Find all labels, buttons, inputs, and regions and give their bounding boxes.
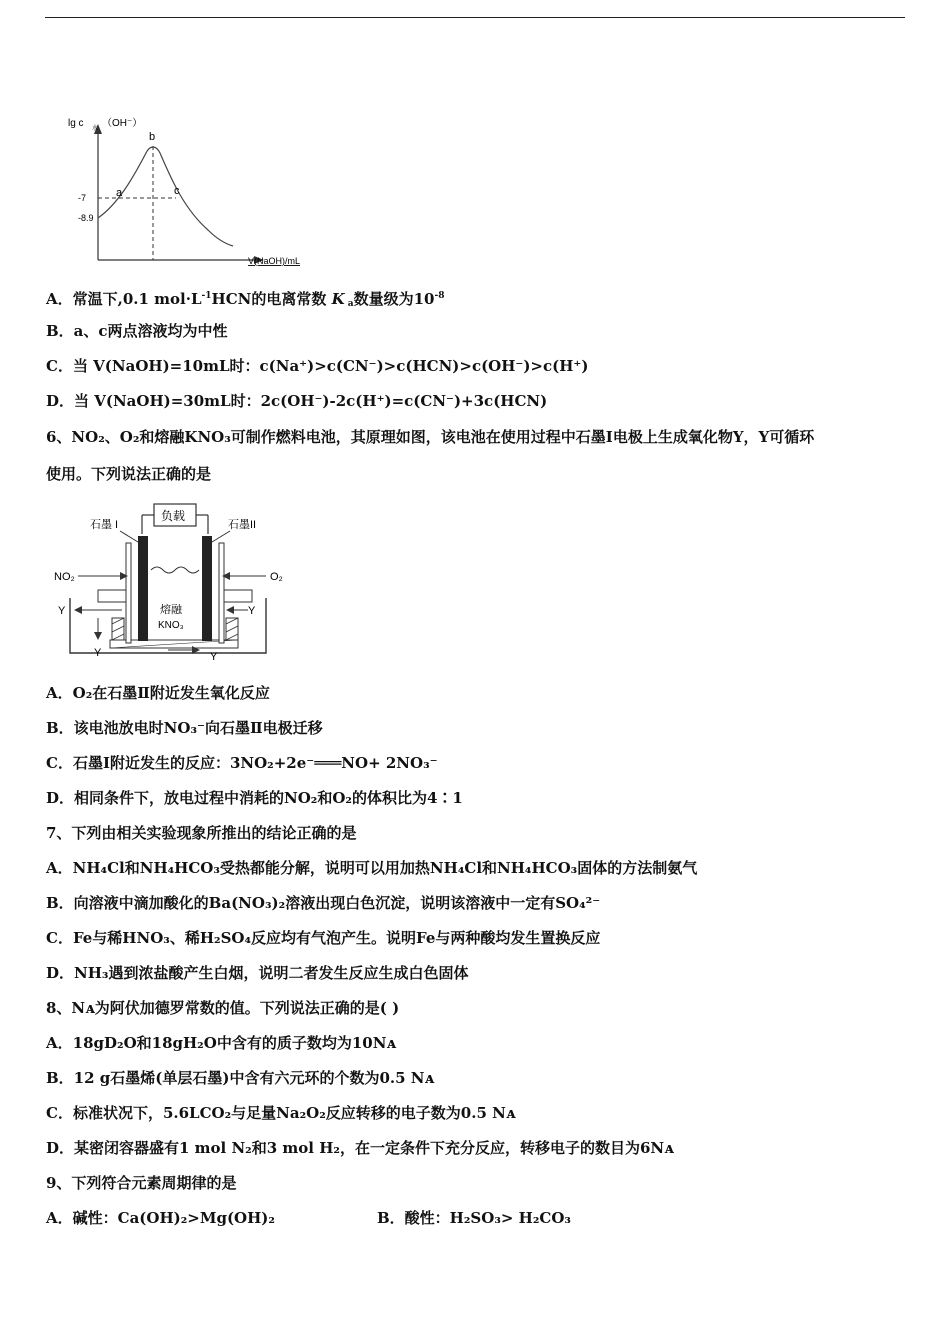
y-axis-sub: 水 [92,126,99,132]
q5-a-sup2: -8 [434,291,445,301]
q7-option-c: C．Fe与稀HNO₃、稀H₂SO₄反应均有气泡产生。说明Fe与两种酸均发生置换反应 [46,929,601,947]
titration-graph [58,108,320,270]
header-rule [45,17,905,18]
y-left-label: Y [58,605,66,617]
y-bottom-mid-label: Y [210,651,218,663]
graphite1-label: 石墨 I [90,519,119,531]
point-b: b [149,131,156,143]
load-label: 负载 [161,509,186,523]
q9-stem: 9、下列符合元素周期律的是 [46,1174,237,1192]
q8-option-c: C．标准状况下，5.6LCO₂与足量Na₂O₂反应转移的电子数为0.5 Nᴀ [46,1104,516,1122]
q6-option-d: D．相同条件下，放电过程中消耗的NO₂和O₂的体积比为4∶1 [46,789,463,807]
y-right-label: Y [248,605,256,617]
q8-stem: 8、Nᴀ为阿伏加德罗常数的值。下列说法正确的是( ) [46,999,400,1017]
no2-label: NO₂ [54,571,75,583]
q5-a-ksub: a [344,299,354,309]
melt-label: 熔融 [160,604,182,616]
q8-option-d: D．某密闭容器盛有1 mol N₂和3 mol H₂，在一定条件下充分反应，转移电子的数目为6Nᴀ [46,1139,674,1157]
q7-option-d: D．NH₃遇到浓盐酸产生白烟，说明二者发生反应生成白色固体 [46,964,469,982]
q7-option-b: B．向溶液中滴加酸化的Ba(NO₃)₂溶液出现白色沉淀，说明该溶液中一定有SO₄²⁻ [46,894,601,912]
y-axis-label: lg c [68,118,84,129]
q5-a-part2: HCN的电离常数 [211,290,332,308]
fuel-cell-diagram [48,498,288,668]
q5-a-part1: A．常温下,0.1 mol·L [46,290,202,308]
q8-option-a: A．18gD₂O和18gH₂O中含有的质子数均为10Nᴀ [46,1034,397,1052]
tick-neg89: -8.9 [78,213,94,223]
q6-option-c: C．石墨Ⅰ附近发生的反应：3NO₂+2e⁻═══NO+ 2NO₃⁻ [46,754,438,772]
q6-option-b: B．该电池放电时NO₃⁻向石墨Ⅱ电极迁移 [46,719,323,737]
q5-option-d: D．当 V(NaOH)=30mL时：2c(OH⁻)-2c(H⁺)=c(CN⁻)+3c(HCN) [46,392,548,410]
point-c: c [174,185,180,197]
q9-option-a: A．碱性：Ca(OH)₂>Mg(OH)₂ [46,1209,275,1227]
q6-option-a: A．O₂在石墨Ⅱ附近发生氧化反应 [46,684,270,702]
y-axis-paren: （OH⁻） [102,118,143,129]
kno3-label: KNO₃ [158,620,184,631]
q7-option-a: A．NH₄Cl和NH₄HCO₃受热都能分解，说明可以用加热NH₄Cl和NH₄HCO₃固体的方法制氨气 [46,859,698,877]
q6-stem-line1: 6、NO₂、O₂和熔融KNO₃可制作燃料电池，其原理如图，该电池在使用过程中石墨I电极上生成氧化物Y，Y可循环 [46,428,815,446]
graphite2-label: 石墨II [228,519,257,531]
q6-stem-line2: 使用。下列说法正确的是 [46,465,212,483]
x-axis-label: V(NaOH)/mL [248,256,301,266]
q5-a-k: K [331,290,345,308]
y-bottom-left-label: Y [94,647,102,659]
q5-option-a [46,286,444,314]
q5-a-sup1: -1 [201,291,212,301]
q5-a-part3: 数量级为10 [353,290,435,308]
tick-neg7: -7 [78,193,87,203]
q8-option-b: B．12 g石墨烯(单层石墨)中含有六元环的个数为0.5 Nᴀ [46,1069,435,1087]
point-a: a [116,187,123,199]
q5-option-b: B．a、c两点溶液均为中性 [46,322,228,340]
o2-label: O₂ [270,571,283,583]
q5-option-c: C．当 V(NaOH)=10mL时：c(Na⁺)>c(CN⁻)>c(HCN)>c(OH⁻)>c(H⁺) [46,357,589,375]
q9-option-b: B．酸性：H₂SO₃> H₂CO₃ [377,1209,571,1227]
q7-stem: 7、下列由相关实验现象所推出的结论正确的是 [46,824,357,842]
